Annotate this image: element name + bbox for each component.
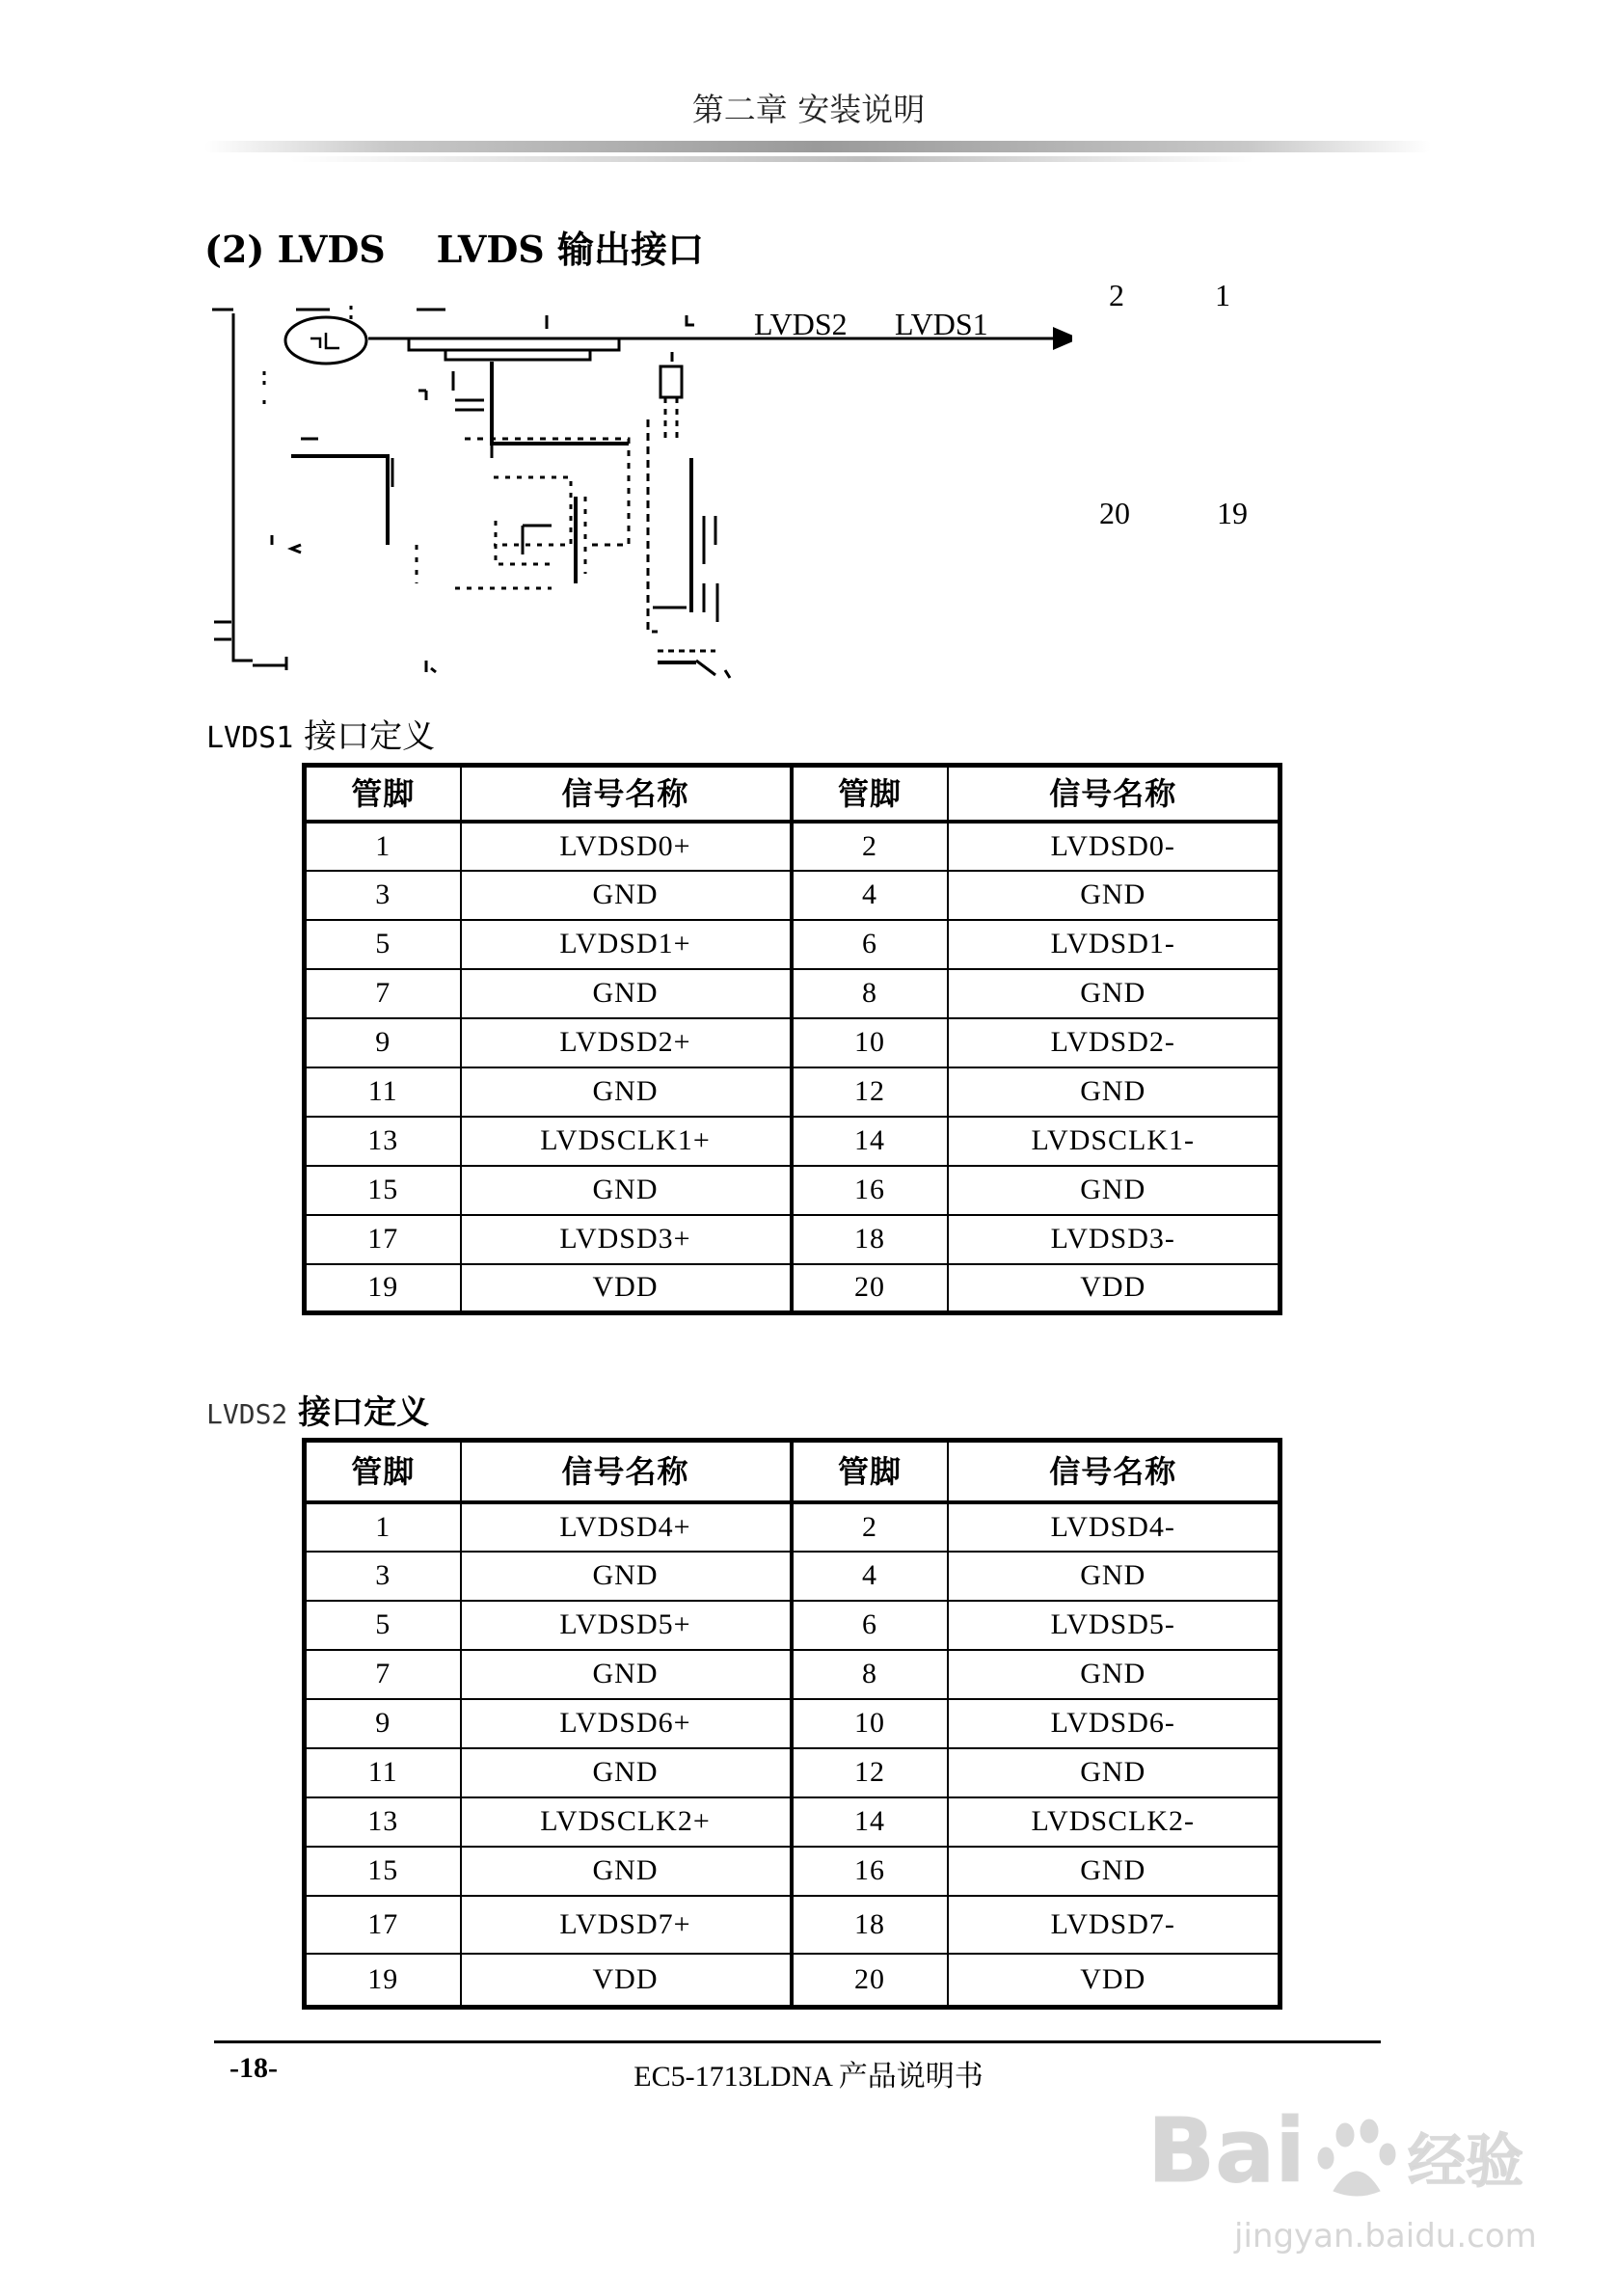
svg-text:经验: 经验 — [1408, 2128, 1523, 2196]
pin-cell: 10 — [792, 1699, 948, 1748]
pin-cell: 4 — [792, 871, 948, 920]
lvds2-label-id: LVDS2 — [206, 1398, 288, 1430]
signal-cell: LVDSD3- — [948, 1215, 1280, 1264]
pin-cell: 14 — [792, 1117, 948, 1166]
watermark-url: jingyan.baidu.com — [1234, 2217, 1537, 2255]
pin-label-19: 19 — [1217, 496, 1248, 530]
lvds2-table-label — [206, 1386, 429, 1433]
pin-cell: 19 — [305, 1954, 461, 2008]
signal-cell: LVDSD3+ — [461, 1215, 792, 1264]
signal-cell: LVDSD0- — [948, 822, 1280, 871]
pin-cell: 19 — [305, 1264, 461, 1313]
signal-cell: GND — [948, 1847, 1280, 1896]
signal-cell: LVDSD1+ — [461, 920, 792, 969]
table-row — [305, 1502, 1280, 1552]
pin-cell: 16 — [792, 1166, 948, 1215]
signal-cell: GND — [461, 871, 792, 920]
pin-cell: 3 — [305, 871, 461, 920]
pin-cell: 12 — [792, 1067, 948, 1117]
table-header-row — [305, 1441, 1280, 1502]
signal-cell: GND — [461, 1847, 792, 1896]
signal-cell: LVDSD2- — [948, 1018, 1280, 1067]
table-row — [305, 1699, 1280, 1748]
lvds2-label-text: 接口定义 — [298, 1393, 430, 1432]
table-row — [305, 1552, 1280, 1601]
table-row — [305, 1748, 1280, 1797]
table-row — [305, 1117, 1280, 1166]
signal-cell: GND — [461, 1067, 792, 1117]
lvds2-pin-table — [302, 1438, 1282, 2010]
pin-cell: 6 — [792, 920, 948, 969]
signal-cell: LVDSD5- — [948, 1601, 1280, 1650]
signal-cell: GND — [461, 1650, 792, 1699]
header-signal: 信号名称 — [461, 1441, 792, 1502]
signal-cell: GND — [948, 1748, 1280, 1797]
header-pin: 管脚 — [305, 1441, 461, 1502]
pin-cell: 9 — [305, 1018, 461, 1067]
pin-cell: 11 — [305, 1067, 461, 1117]
signal-cell: GND — [948, 871, 1280, 920]
signal-cell: LVDSD6+ — [461, 1699, 792, 1748]
svg-text:Bai: Bai — [1147, 2099, 1306, 2202]
pin-cell: 10 — [792, 1018, 948, 1067]
product-name: EC5-1713LDNA 产品说明书 — [633, 2061, 984, 2093]
pin-cell: 2 — [792, 822, 948, 871]
lvds1-label-id: LVDS1 — [206, 721, 294, 755]
signal-cell: LVDSD2+ — [461, 1018, 792, 1067]
signal-cell: LVDSCLK2+ — [461, 1797, 792, 1847]
signal-cell: LVDSD5+ — [461, 1601, 792, 1650]
signal-cell: VDD — [948, 1954, 1280, 2008]
header-signal: 信号名称 — [948, 766, 1280, 822]
signal-cell: GND — [461, 1166, 792, 1215]
table-row — [305, 920, 1280, 969]
pin-cell: 8 — [792, 1650, 948, 1699]
signal-cell: LVDSCLK1- — [948, 1117, 1280, 1166]
signal-cell: LVDSD6- — [948, 1699, 1280, 1748]
board-diagram — [204, 294, 1072, 680]
pin-cell: 13 — [305, 1117, 461, 1166]
table-row — [305, 1215, 1280, 1264]
page-number: -18- — [229, 2052, 278, 2084]
pin-cell: 13 — [305, 1797, 461, 1847]
table-row — [305, 969, 1280, 1018]
signal-cell: GND — [461, 1552, 792, 1601]
signal-cell: LVDSD4+ — [461, 1502, 792, 1552]
label-lvds1: LVDS1 — [895, 307, 988, 341]
pin-cell: 5 — [305, 1601, 461, 1650]
pin-cell: 5 — [305, 920, 461, 969]
signal-cell: GND — [948, 1552, 1280, 1601]
pin-cell: 9 — [305, 1699, 461, 1748]
pin-label-1: 1 — [1215, 278, 1230, 312]
chapter-header: 第二章 安装说明 — [691, 91, 926, 128]
table-row — [305, 1847, 1280, 1896]
pin-cell: 20 — [792, 1954, 948, 2008]
table-row — [305, 822, 1280, 871]
footer-divider — [214, 2040, 1381, 2043]
pin-cell: 7 — [305, 1650, 461, 1699]
pin-cell: 3 — [305, 1552, 461, 1601]
signal-cell: VDD — [461, 1264, 792, 1313]
table-row — [305, 1601, 1280, 1650]
arrow-head — [1053, 327, 1072, 350]
signal-cell: VDD — [461, 1954, 792, 2008]
table-row — [305, 1166, 1280, 1215]
pin-label-2: 2 — [1109, 278, 1124, 312]
pin-cell: 14 — [792, 1797, 948, 1847]
header-signal: 信号名称 — [461, 766, 792, 822]
lvds1-label-text: 接口定义 — [304, 717, 436, 756]
header-pin: 管脚 — [792, 1441, 948, 1502]
pin-cell: 2 — [792, 1502, 948, 1552]
pin-cell: 1 — [305, 822, 461, 871]
pin-cell: 17 — [305, 1215, 461, 1264]
table-row — [305, 1650, 1280, 1699]
pin-cell: 20 — [792, 1264, 948, 1313]
pin-cell: 12 — [792, 1748, 948, 1797]
header-divider-shadow — [289, 156, 1253, 162]
table-row — [305, 1797, 1280, 1847]
signal-cell: VDD — [948, 1264, 1280, 1313]
signal-cell: LVDSD1- — [948, 920, 1280, 969]
pin-cell: 16 — [792, 1847, 948, 1896]
signal-cell: GND — [461, 1748, 792, 1797]
table-header-row — [305, 766, 1280, 822]
signal-cell: GND — [948, 969, 1280, 1018]
table-row — [305, 1018, 1280, 1067]
header-pin: 管脚 — [305, 766, 461, 822]
signal-cell: GND — [948, 1650, 1280, 1699]
pin-cell: 15 — [305, 1166, 461, 1215]
lvds1-pin-table — [302, 763, 1282, 1315]
signal-cell: GND — [461, 969, 792, 1018]
signal-cell: LVDSD0+ — [461, 822, 792, 871]
section-title: (2) LVDS LVDS 输出接口 — [204, 228, 704, 271]
table-row — [305, 1264, 1280, 1313]
signal-cell: LVDSCLK2- — [948, 1797, 1280, 1847]
pin-cell: 4 — [792, 1552, 948, 1601]
pin-cell: 11 — [305, 1748, 461, 1797]
signal-cell: LVDSD4- — [948, 1502, 1280, 1552]
header-divider — [204, 141, 1431, 152]
pin-cell: 8 — [792, 969, 948, 1018]
signal-cell: GND — [948, 1166, 1280, 1215]
label-lvds2: LVDS2 — [754, 307, 848, 341]
signal-cell: LVDSCLK1+ — [461, 1117, 792, 1166]
pin-cell: 18 — [792, 1215, 948, 1264]
signal-cell: LVDSD7+ — [461, 1896, 792, 1954]
table-row — [305, 1896, 1280, 1954]
pin-label-20: 20 — [1099, 496, 1130, 530]
signal-cell: GND — [948, 1067, 1280, 1117]
table-row — [305, 1067, 1280, 1117]
signal-cell: LVDSD7- — [948, 1896, 1280, 1954]
baidu-watermark-logo — [1138, 2073, 1543, 2266]
pin-cell: 6 — [792, 1601, 948, 1650]
header-pin: 管脚 — [792, 766, 948, 822]
header-signal: 信号名称 — [948, 1441, 1280, 1502]
lvds1-table-label — [206, 710, 435, 757]
pin-cell: 1 — [305, 1502, 461, 1552]
table-row — [305, 1954, 1280, 2008]
table-row — [305, 871, 1280, 920]
pin-cell: 17 — [305, 1896, 461, 1954]
pin-cell: 18 — [792, 1896, 948, 1954]
pin-cell: 15 — [305, 1847, 461, 1896]
pin-cell: 7 — [305, 969, 461, 1018]
